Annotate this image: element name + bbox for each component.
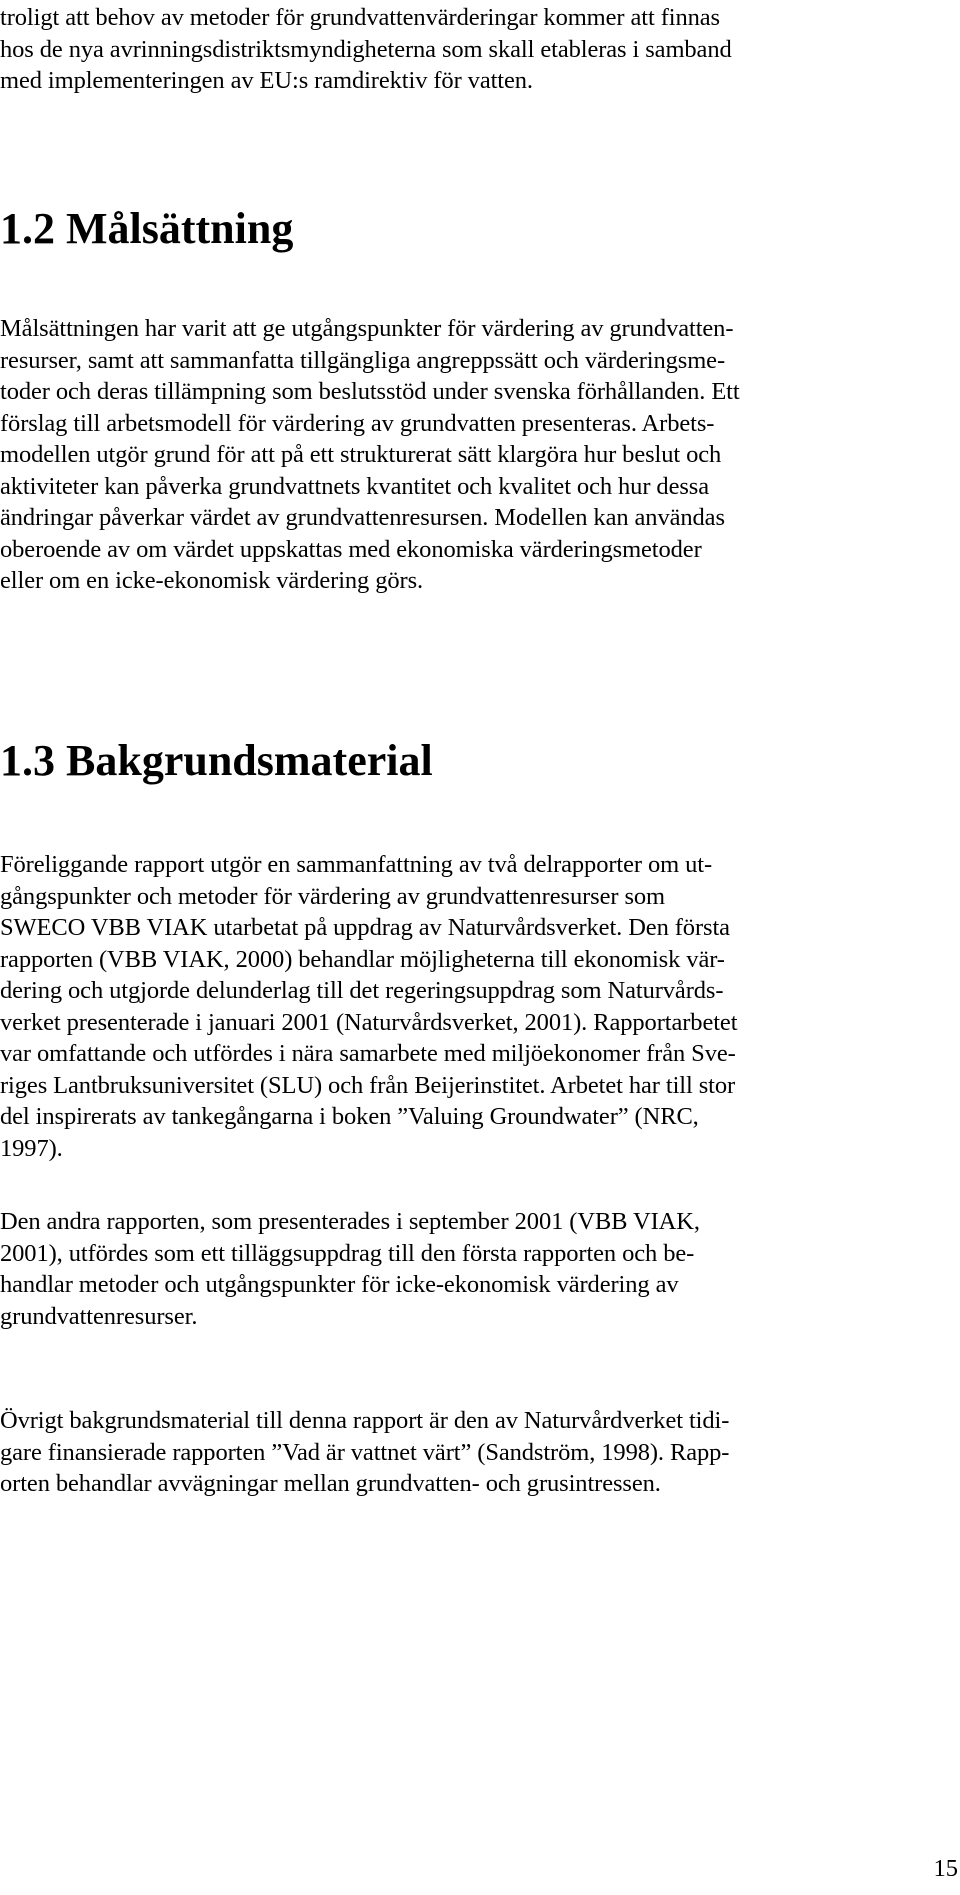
text-line: hos de nya avrinningsdistriktsmyndigheterna som skall etableras i samband: [0, 35, 732, 63]
text-line: ändringar påverkar värdet av grundvattenresursen. Modellen kan användas: [0, 504, 725, 531]
text-line: med implementeringen av EU:s ramdirektiv för vatten.: [0, 67, 533, 94]
text-line: gare finansierade rapporten ”Vad är vattnet värt” (Sandström, 1998). Rapp-: [0, 1438, 730, 1466]
text-line: var omfattande och utfördes i nära samarbete med miljöekonomer från Sve-: [0, 1040, 736, 1067]
section-title: Bakgrundsmaterial: [66, 736, 433, 785]
text-line: handlar metoder och utgångspunkter för icke-ekonomisk värdering av: [0, 1271, 679, 1298]
text-line: modellen utgör grund för att på ett strukturerat sätt klargöra hur beslut och: [0, 441, 722, 468]
text-line: rapporten (VBB VIAK, 2000) behandlar möjligheterna till ekonomisk vär-: [0, 945, 725, 973]
section-title: Målsättning: [66, 204, 294, 253]
text-line: verket presenterade i januari 2001 (Naturvårdsverket, 2001). Rapportarbetet: [0, 1008, 738, 1036]
text-line: resurser, samt att sammanfatta tillgängliga angreppssätt och värderingsme-: [0, 346, 726, 374]
text-line: gångspunkter och metoder för värdering av grundvattenresurser som: [0, 882, 665, 910]
section-1-2-paragraph: [0, 313, 952, 597]
section-1-3-paragraph-2: [0, 1206, 952, 1332]
text-line: förslag till arbetsmodell för värdering av grundvatten presenteras. Arbets-: [0, 409, 715, 437]
text-line: aktiviteter kan påverka grundvattnets kvantitet och kvalitet och hur dessa: [0, 472, 709, 500]
text-line: oberoende av om värdet uppskattas med ekonomiska värderingsmetoder: [0, 535, 702, 563]
text-line: troligt att behov av metoder för grundvattenvärderingar kommer att finnas: [0, 4, 720, 31]
text-line: toder och deras tillämpning som beslutsstöd under svenska förhållanden. Ett: [0, 378, 740, 405]
section-heading-1-3: [0, 735, 433, 787]
text-line: Föreliggande rapport utgör en sammanfattning av två delrapporter om ut-: [0, 851, 713, 878]
text-line: riges Lantbruksuniversitet (SLU) och från Beijerinstitet. Arbetet har till stor: [0, 1071, 736, 1099]
text-line: grundvattenresurser.: [0, 1302, 198, 1330]
text-line: Övrigt bakgrundsmaterial till denna rapport är den av Naturvårdverket tidi-: [0, 1407, 730, 1434]
text-line: Den andra rapporten, som presenterades i september 2001 (VBB VIAK,: [0, 1208, 700, 1235]
text-line: orten behandlar avvägningar mellan grundvatten- och grusintressen.: [0, 1470, 661, 1497]
text-line: Målsättningen har varit att ge utgångspunkter för värdering av grundvatten-: [0, 315, 734, 342]
section-1-3-paragraph-3: [0, 1405, 952, 1500]
text-line: SWECO VBB VIAK utarbetat på uppdrag av Naturvårdsverket. Den första: [0, 914, 730, 941]
intro-paragraph: [0, 2, 952, 97]
text-line: dering och utgjorde delunderlag till det regeringsuppdrag som Naturvårds-: [0, 977, 724, 1004]
page-number: 15: [933, 1855, 958, 1882]
section-1-3-paragraph-1: [0, 849, 952, 1164]
section-number: 1.2: [0, 204, 55, 253]
text-line: del inspirerats av tankegångarna i boken ”Valuing Groundwater” (NRC,: [0, 1103, 699, 1130]
section-number: 1.3: [0, 736, 55, 785]
text-line: 1997).: [0, 1134, 63, 1162]
text-line: eller om en icke-ekonomisk värdering görs.: [0, 567, 424, 594]
text-line: 2001), utfördes som ett tilläggsuppdrag till den första rapporten och be-: [0, 1239, 695, 1267]
section-heading-1-2: [0, 203, 293, 255]
